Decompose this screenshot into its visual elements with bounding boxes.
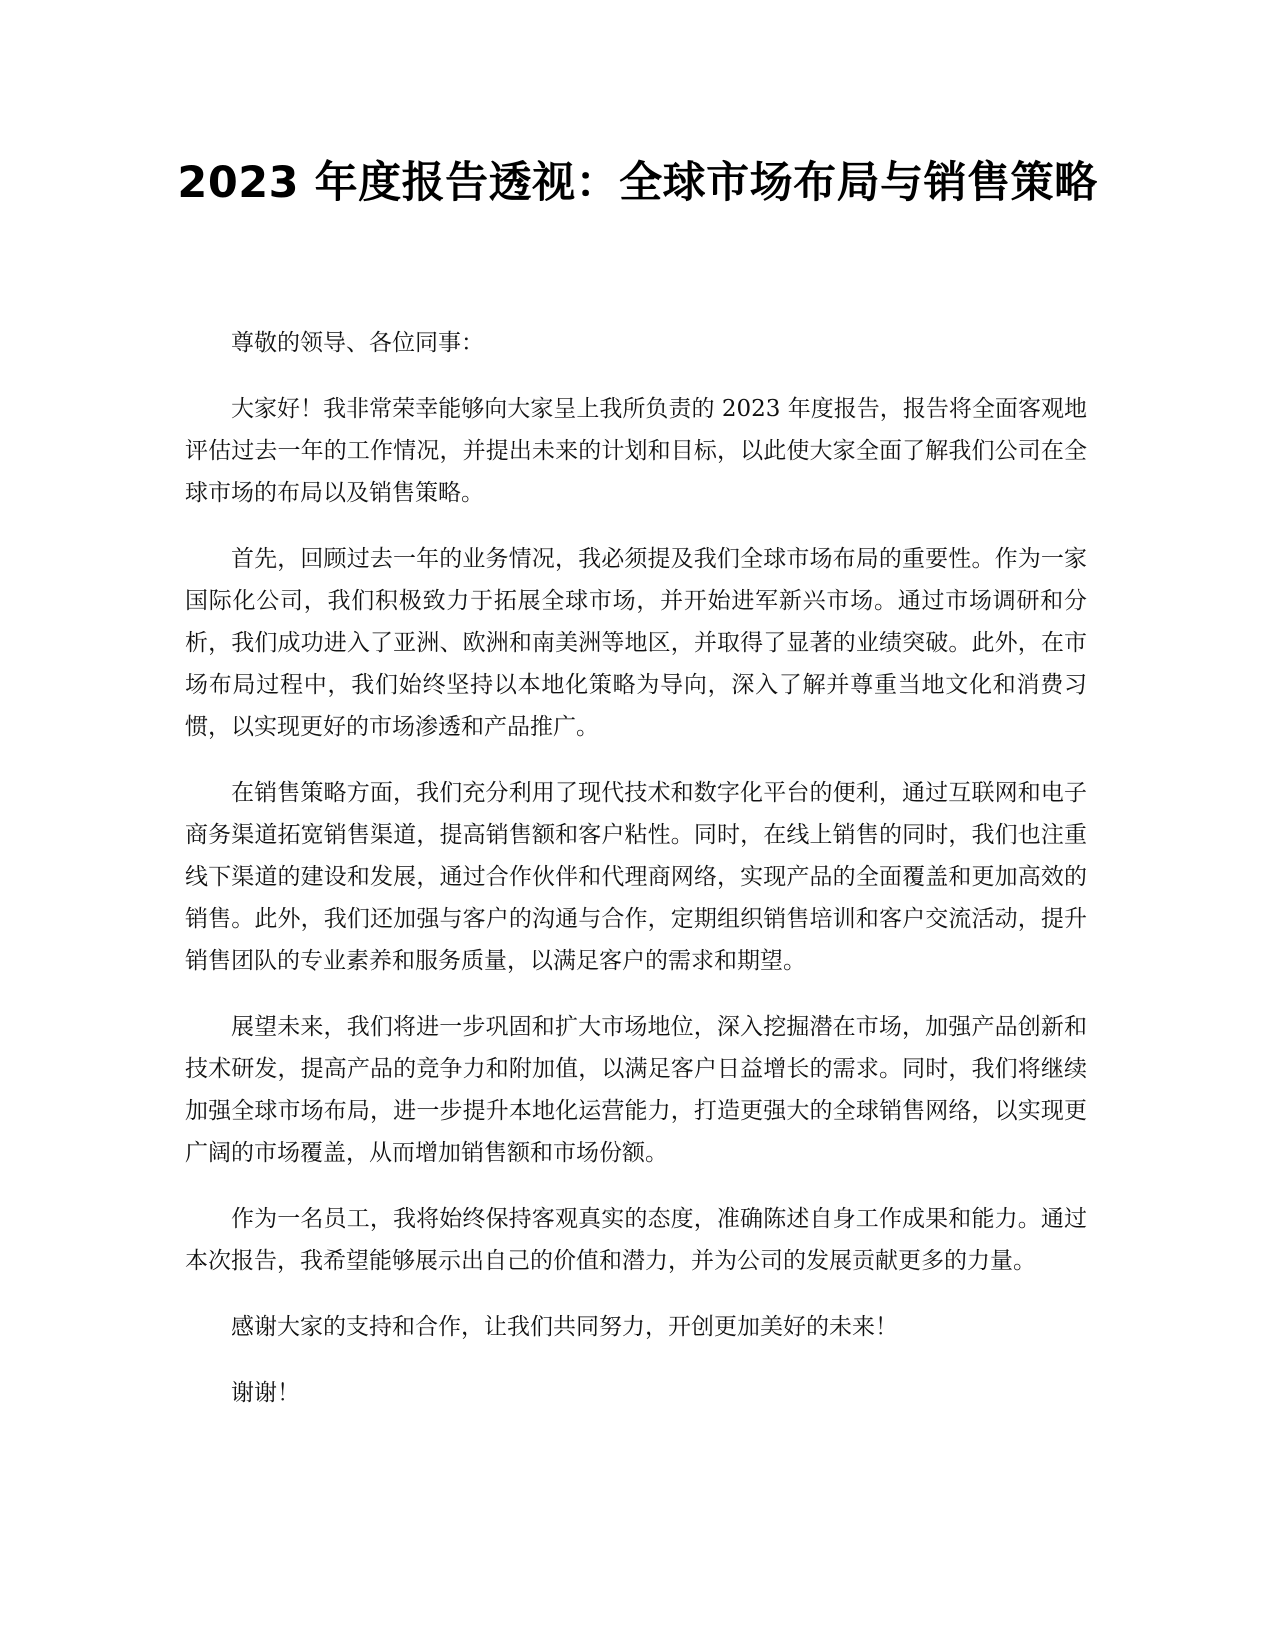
intro-paragraph: 大家好！我非常荣幸能够向大家呈上我所负责的 2023 年度报告，报告将全面客观地评估过去一年的工作情况，并提出未来的计划和目标，以此使大家全面了解我们公司在全球市场的布局以及销售策略。 xyxy=(185,396,1087,506)
market-layout-paragraph: 首先，回顾过去一年的业务情况，我必须提及我们全球市场布局的重要性。作为一家国际化公司，我们积极致力于拓展全球市场，并开始进军新兴市场。通过市场调研和分析，我们成功进入了亚洲、欧洲和南美洲等地区，并取得了显著的业绩突破。此外，在市场布局过程中，我们始终坚持以本地化策略为导向，深入了解并尊重当地文化和消费习惯，以实现更好的市场渗透和产品推广。 xyxy=(185,546,1087,740)
future-outlook-paragraph: 展望未来，我们将进一步巩固和扩大市场地位，深入挖掘潜在市场，加强产品创新和技术研发，提高产品的竞争力和附加值，以满足客户日益增长的需求。同时，我们将继续加强全球市场布局，进一步提升本地化运营能力，打造更强大的全球销售网络，以实现更广阔的市场覆盖，从而增加销售额和市场份额。 xyxy=(185,1014,1087,1166)
greeting-paragraph: 尊敬的领导、各位同事： xyxy=(231,330,484,356)
document-body xyxy=(185,322,1087,1438)
closing-paragraph: 谢谢！ xyxy=(231,1380,300,1406)
employee-commitment-paragraph: 作为一名员工，我将始终保持客观真实的态度，准确陈述自身工作成果和能力。通过本次报告，我希望能够展示出自己的价值和潜力，并为公司的发展贡献更多的力量。 xyxy=(185,1206,1087,1274)
document-title: 2023 年度报告透视：全球市场布局与销售策略 xyxy=(177,158,1098,208)
thanks-paragraph: 感谢大家的支持和合作，让我们共同努力，开创更加美好的未来！ xyxy=(231,1314,898,1340)
sales-strategy-paragraph: 在销售策略方面，我们充分利用了现代技术和数字化平台的便利，通过互联网和电子商务渠道拓宽销售渠道，提高销售额和客户粘性。同时，在线上销售的同时，我们也注重线下渠道的建设和发展，通过合作伙伴和代理商网络，实现产品的全面覆盖和更加高效的销售。此外，我们还加强与客户的沟通与合作，定期组织销售培训和客户交流活动，提升销售团队的专业素养和服务质量，以满足客户的需求和期望。 xyxy=(185,780,1087,974)
